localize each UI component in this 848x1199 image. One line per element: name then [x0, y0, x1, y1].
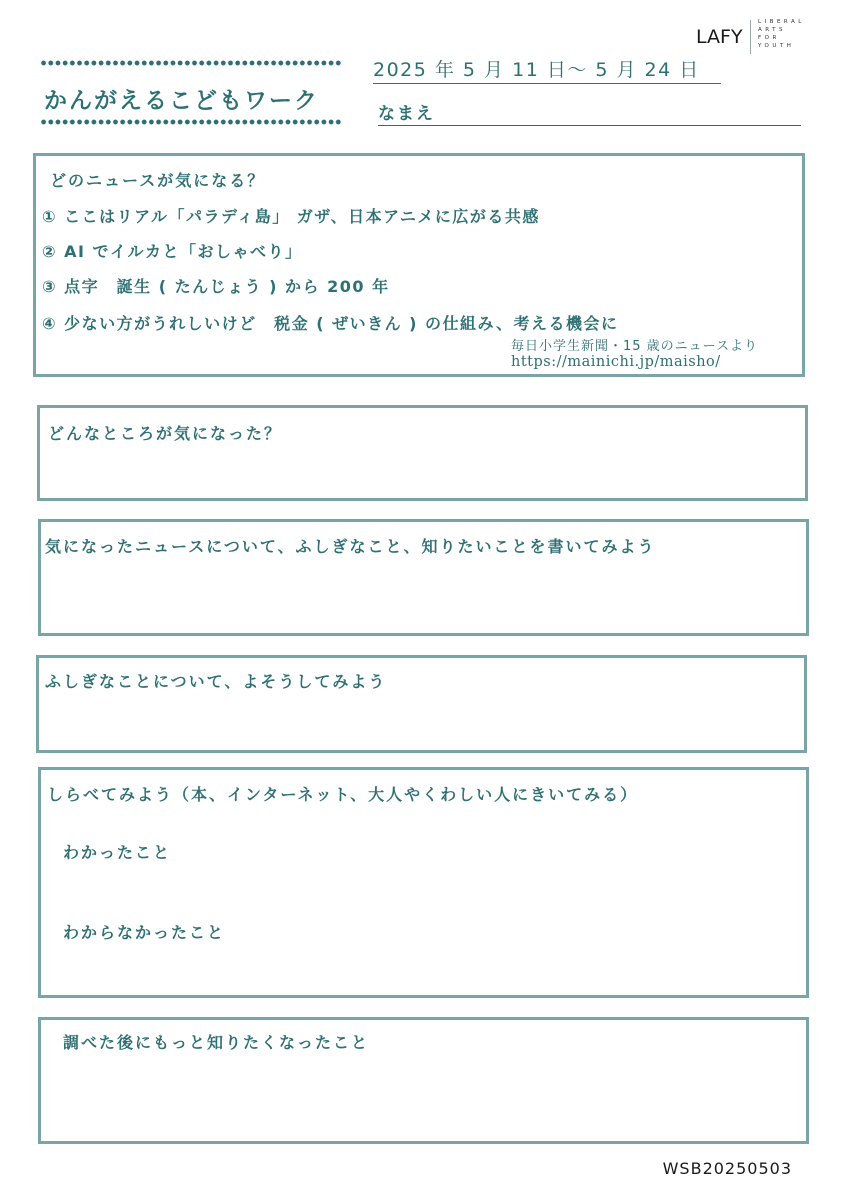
news-item[interactable]: ② AI でイルカと「おしゃべり」 — [42, 242, 303, 261]
logo-divider — [750, 20, 751, 54]
logo-tagline-line: YOUTH — [758, 43, 795, 49]
worksheet-title: かんがえるこどもワーク — [44, 88, 319, 114]
prompt-4: しらべてみよう（本、インターネット、大人やくわしい人にきいてみる） — [47, 785, 639, 804]
prompt-1: どんなところが気になった？ — [48, 424, 283, 443]
found-label: わかったこと — [63, 843, 172, 862]
news-source: 毎日小学生新聞・15 歳のニュースより — [511, 339, 759, 354]
news-item[interactable]: ① ここはリアル「パラディ島」 ガザ、日本アニメに広がる共感 — [42, 207, 540, 226]
news-question: どのニュースが気になる？ — [50, 171, 266, 190]
news-box — [33, 153, 805, 377]
news-item[interactable]: ③ 点字 誕生 ( たんじょう ) から 200 年 — [42, 277, 390, 296]
not-found-label: わからなかったこと — [63, 923, 226, 942]
news-url[interactable]: https://mainichi.jp/maisho/ — [511, 354, 721, 370]
title-dots-top — [40, 60, 342, 66]
logo-tagline-line: LIBERAL — [758, 19, 805, 25]
news-item[interactable]: ④ 少ない方がうれしいけど 税金 ( ぜいきん ) の仕組み、考える機会に — [42, 314, 619, 333]
name-field[interactable]: なまえ — [378, 99, 801, 126]
logo-tagline-line: FOR — [758, 35, 780, 41]
prompt-5: 調べた後にもっと知りたくなったこと — [63, 1033, 370, 1052]
answer-box-1[interactable] — [37, 405, 808, 501]
logo-tagline — [758, 18, 805, 50]
title-dots-bottom — [40, 119, 342, 125]
answer-box-5[interactable] — [38, 1017, 809, 1144]
prompt-3: ふしぎなことについて、よそうしてみよう — [45, 672, 387, 691]
worksheet-code: WSB20250503 — [662, 1159, 792, 1178]
answer-box-2[interactable] — [38, 519, 809, 636]
lafy-logo: LAFY — [696, 26, 743, 48]
date-range: 2025 年 5 月 11 日～ 5 月 24 日 — [373, 55, 721, 84]
research-box[interactable] — [38, 767, 809, 998]
logo-tagline-line: ARTS — [758, 27, 787, 33]
prompt-2: 気になったニュースについて、ふしぎなこと、知りたいことを書いてみよう — [45, 537, 656, 556]
answer-box-3[interactable] — [36, 655, 807, 753]
